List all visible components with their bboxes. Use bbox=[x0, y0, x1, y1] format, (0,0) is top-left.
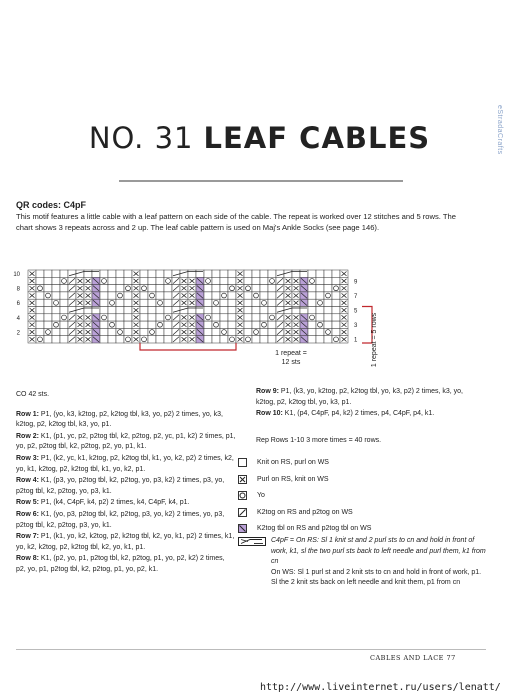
chart-cell bbox=[244, 270, 252, 277]
chart-cell bbox=[100, 328, 108, 335]
chart-cell bbox=[204, 270, 212, 277]
chart-cell bbox=[148, 270, 156, 277]
chart-cell bbox=[124, 292, 132, 299]
chart-cell bbox=[252, 321, 260, 328]
cable-rs-text: C4pF = On RS: Sl 1 knit st and 2 purl sts to cn and hold in front of work, k1, sl the two purl sts back to left needle and purl them, k1 from cn bbox=[271, 537, 486, 566]
row-instruction bbox=[256, 387, 481, 408]
row-label: Row 6: bbox=[16, 510, 39, 518]
chart-cell bbox=[84, 270, 92, 277]
chart-cell bbox=[212, 328, 220, 335]
chart-cell bbox=[244, 299, 252, 306]
row-instruction bbox=[16, 554, 236, 575]
chart-cell bbox=[124, 299, 132, 306]
repeat-note: Rep Rows 1-10 3 more times = 40 rows. bbox=[256, 436, 382, 444]
chart-cell bbox=[204, 321, 212, 328]
row-label: Row 1: bbox=[16, 410, 39, 418]
row-text: K1, (yo, p3, p2tog tbl, k2, p2tog, p3, yo, k2) 2 times, yo, p3, p2tog tbl, k2, p2tog, p3, yo, k1. bbox=[16, 510, 225, 529]
chart-cell bbox=[308, 336, 316, 343]
legend-text: Yo bbox=[257, 492, 265, 499]
chart-cell bbox=[268, 307, 276, 314]
legend-text: K2tog tbl on RS and p2tog tbl on WS bbox=[257, 525, 372, 532]
chart-cell bbox=[260, 270, 268, 277]
k2tog-tbl-icon bbox=[238, 524, 247, 533]
chart-cell bbox=[108, 277, 116, 284]
chart-cell bbox=[332, 328, 340, 335]
row-text: K1, (p3, yo, p2tog tbl, k2, p2tog, yo, p3, k2) 2 times, p3, yo, p2tog tbl, k2, p2tog, yo, p3, k1. bbox=[16, 477, 225, 495]
chart-cell bbox=[52, 277, 60, 284]
row-instruction bbox=[16, 498, 236, 509]
chart-cell bbox=[124, 321, 132, 328]
rows-right-list bbox=[256, 387, 481, 420]
chart-cell bbox=[252, 277, 260, 284]
chart-cell bbox=[276, 270, 284, 277]
chart-cell bbox=[228, 328, 236, 335]
chart-cell bbox=[124, 270, 132, 277]
row-labels-right bbox=[354, 279, 358, 343]
chart-cell bbox=[140, 321, 148, 328]
chart-cell bbox=[228, 321, 236, 328]
row-text: K1, (p2, yo, p1, p2tog tbl, k2, p2tog, p1, yo, p2, k2) 2 times, p2, yo, p1, p2tog tbl, k2, p2tog, p1, yo, p2, k1. bbox=[16, 555, 225, 573]
instructions-right-column bbox=[256, 387, 481, 447]
chart-cell bbox=[252, 285, 260, 292]
chart-cell bbox=[116, 270, 124, 277]
knitting-chart bbox=[8, 264, 408, 376]
chart-cell bbox=[164, 336, 172, 343]
row-label: Row 4: bbox=[16, 477, 39, 485]
stitch-repeat-bracket bbox=[140, 343, 236, 350]
row-label: Row 2: bbox=[16, 432, 39, 440]
knit-symbol-icon bbox=[238, 458, 247, 467]
chart-cell bbox=[212, 336, 220, 343]
chart-cell bbox=[204, 307, 212, 314]
footer-divider bbox=[16, 649, 486, 650]
chart-cell bbox=[268, 292, 276, 299]
legend-item bbox=[238, 508, 488, 525]
chart-grid bbox=[28, 270, 348, 343]
row-number-left: 4 bbox=[16, 315, 20, 322]
legend-text: Purl on RS, knit on WS bbox=[257, 475, 329, 483]
chart-cell bbox=[212, 314, 220, 321]
chart-cell bbox=[316, 336, 324, 343]
row-number-left: 6 bbox=[16, 301, 20, 308]
chart-cell bbox=[44, 299, 52, 306]
chart-cell bbox=[316, 328, 324, 335]
chart-cell bbox=[148, 285, 156, 292]
chart-cell bbox=[228, 277, 236, 284]
chart-cell bbox=[60, 285, 68, 292]
chart-cell bbox=[300, 307, 308, 314]
chart-cell bbox=[140, 299, 148, 306]
chart-cell bbox=[92, 307, 100, 314]
chart-cell bbox=[220, 299, 228, 306]
chart-cell bbox=[188, 307, 196, 314]
chart-cell bbox=[204, 285, 212, 292]
chart-cell bbox=[100, 270, 108, 277]
repeat-rows-label: 1 repeat = 5 rows bbox=[371, 312, 378, 368]
chart-cell bbox=[220, 270, 228, 277]
chart-cell bbox=[52, 285, 60, 292]
repeat-sts-label-2: 12 sts bbox=[281, 359, 301, 366]
chart-cell bbox=[212, 307, 220, 314]
row-number-right: 3 bbox=[354, 323, 358, 330]
chart-cell bbox=[100, 336, 108, 343]
chart-cell bbox=[116, 321, 124, 328]
chart-cell bbox=[220, 277, 228, 284]
chart-cell bbox=[308, 328, 316, 335]
chart-cell bbox=[204, 336, 212, 343]
chart-cell bbox=[300, 270, 308, 277]
chart-cell bbox=[44, 321, 52, 328]
legend-item bbox=[238, 475, 488, 492]
chart-cell bbox=[332, 277, 340, 284]
chart-cell bbox=[252, 270, 260, 277]
chart-cell bbox=[116, 307, 124, 314]
chart-cell bbox=[316, 270, 324, 277]
chart-cell bbox=[36, 321, 44, 328]
qr-codes-heading: QR codes: C4pF bbox=[16, 200, 87, 210]
chart-cell bbox=[156, 270, 164, 277]
chart-cell bbox=[324, 314, 332, 321]
chart-cell bbox=[116, 299, 124, 306]
chart-cell bbox=[52, 328, 60, 335]
chart-cell bbox=[212, 285, 220, 292]
chart-cell bbox=[228, 307, 236, 314]
chart-cell bbox=[100, 285, 108, 292]
chart-cell bbox=[220, 314, 228, 321]
chart-cell bbox=[156, 285, 164, 292]
row-number-right: 1 bbox=[354, 337, 358, 344]
row-instruction bbox=[16, 510, 236, 531]
chart-cell bbox=[44, 285, 52, 292]
chart-cell bbox=[60, 336, 68, 343]
chart-cell bbox=[84, 307, 92, 314]
chart-cell bbox=[36, 299, 44, 306]
chart-cell bbox=[308, 321, 316, 328]
chart-cell bbox=[148, 336, 156, 343]
chart-cell bbox=[204, 328, 212, 335]
row-label: Row 10: bbox=[256, 410, 283, 418]
row-label: Row 3: bbox=[16, 454, 39, 462]
legend-item bbox=[238, 458, 488, 475]
chart-cell bbox=[124, 328, 132, 335]
chart-cell bbox=[100, 299, 108, 306]
legend-item bbox=[238, 491, 488, 508]
chart-cell bbox=[324, 270, 332, 277]
chart-cell bbox=[148, 277, 156, 284]
chart-cell bbox=[156, 336, 164, 343]
chart-cell bbox=[52, 292, 60, 299]
chart-legend bbox=[238, 458, 488, 541]
chart-cell bbox=[228, 270, 236, 277]
chart-cell bbox=[196, 270, 204, 277]
chart-cell bbox=[164, 307, 172, 314]
row-text: P1, (k4, C4pF, k4, p2) 2 times, k4, C4pF, k4, p1. bbox=[38, 499, 190, 507]
row-instruction bbox=[16, 410, 236, 431]
yarn-over-icon bbox=[238, 491, 247, 500]
chart-cell bbox=[36, 270, 44, 277]
chart-cell bbox=[260, 336, 268, 343]
chart-cell bbox=[60, 299, 68, 306]
repeat-sts-label-1: 1 repeat = bbox=[275, 350, 307, 357]
chart-cell bbox=[260, 314, 268, 321]
chart-cell bbox=[116, 336, 124, 343]
row-number-right: 5 bbox=[354, 308, 358, 315]
chart-cell bbox=[212, 270, 220, 277]
chart-cell bbox=[60, 270, 68, 277]
chart-cell bbox=[260, 277, 268, 284]
chart-cell bbox=[156, 292, 164, 299]
chart-cell bbox=[204, 299, 212, 306]
chart-cell bbox=[220, 321, 228, 328]
chart-cell bbox=[36, 307, 44, 314]
row-text: P1, (yo, k3, k2tog, p2, k2tog tbl, k3, yo, p2) 2 times, yo, k3, k2tog, p2, k2tog tbl, k3, yo, p1. bbox=[16, 410, 223, 429]
row-number-right: 9 bbox=[354, 279, 358, 286]
chart-cell bbox=[324, 321, 332, 328]
chart-cell bbox=[164, 292, 172, 299]
chart-cell bbox=[164, 285, 172, 292]
chart-cell bbox=[228, 314, 236, 321]
chart-cell bbox=[108, 307, 116, 314]
chart-cell bbox=[148, 299, 156, 306]
chart-cell bbox=[332, 270, 340, 277]
chart-cell bbox=[52, 270, 60, 277]
row-text: P1, (k1, yo, k2, k2tog, p2, k2tog tbl, k2, yo, k1, p2) 2 times, k1, yo, k2, k2tog, p2, k2tog tbl, k2, yo, k1, p1. bbox=[16, 533, 235, 551]
chart-cell bbox=[244, 292, 252, 299]
row-instruction bbox=[16, 532, 236, 553]
chart-cell bbox=[260, 285, 268, 292]
chart-cell bbox=[140, 314, 148, 321]
row-labels-left bbox=[13, 272, 20, 336]
chart-cell bbox=[308, 307, 316, 314]
chart-cell bbox=[60, 321, 68, 328]
chart-cell bbox=[268, 336, 276, 343]
chart-cell bbox=[268, 285, 276, 292]
chart-cell bbox=[332, 307, 340, 314]
chart-cell bbox=[244, 307, 252, 314]
chart-cell bbox=[292, 270, 300, 277]
chart-cell bbox=[332, 292, 340, 299]
chart-cell bbox=[316, 307, 324, 314]
row-number-right: 7 bbox=[354, 293, 358, 300]
chart-cell bbox=[156, 277, 164, 284]
chart-cell bbox=[252, 314, 260, 321]
chart-cell bbox=[308, 292, 316, 299]
chart-cell bbox=[308, 270, 316, 277]
legend-text: Knit on RS, purl on WS bbox=[257, 459, 329, 466]
chart-cell bbox=[36, 277, 44, 284]
chart-cell bbox=[164, 270, 172, 277]
chart-cell bbox=[276, 307, 284, 314]
chart-cell bbox=[228, 292, 236, 299]
chart-cell bbox=[148, 321, 156, 328]
chart-cell bbox=[244, 328, 252, 335]
rows-left-list bbox=[16, 410, 236, 576]
chart-cell bbox=[68, 307, 76, 314]
title-divider bbox=[119, 180, 403, 182]
chart-cell bbox=[164, 328, 172, 335]
chart-cell bbox=[316, 285, 324, 292]
chart-cell bbox=[164, 299, 172, 306]
chart-cell bbox=[140, 292, 148, 299]
row-label: Row 5: bbox=[16, 499, 39, 507]
chart-cell bbox=[244, 277, 252, 284]
cable-c4pf-icon bbox=[238, 537, 266, 546]
chart-cell bbox=[332, 299, 340, 306]
chart-cell bbox=[52, 307, 60, 314]
chart-cell bbox=[324, 285, 332, 292]
chart-cell bbox=[324, 336, 332, 343]
chart-cell bbox=[44, 336, 52, 343]
side-watermark: eStradaCrafts bbox=[496, 105, 503, 155]
chart-cell bbox=[324, 299, 332, 306]
chart-cell bbox=[52, 336, 60, 343]
chart-cell bbox=[156, 328, 164, 335]
chart-cell bbox=[252, 307, 260, 314]
row-label: Row 7: bbox=[16, 533, 39, 541]
chart-cell bbox=[260, 292, 268, 299]
chart-cell bbox=[44, 307, 52, 314]
chart-cell bbox=[308, 285, 316, 292]
chart-cell bbox=[228, 299, 236, 306]
page-footer: CABLES AND LACE 77 bbox=[370, 654, 456, 662]
chart-cell bbox=[260, 328, 268, 335]
pattern-name: LEAF CABLES bbox=[203, 121, 431, 155]
row-instruction bbox=[256, 409, 481, 420]
chart-cell bbox=[44, 314, 52, 321]
row-label: Row 8: bbox=[16, 555, 39, 563]
chart-cell bbox=[124, 314, 132, 321]
chart-cell bbox=[60, 328, 68, 335]
chart-cell bbox=[164, 321, 172, 328]
row-instruction bbox=[16, 432, 236, 453]
chart-cell bbox=[36, 292, 44, 299]
chart-cell bbox=[244, 321, 252, 328]
chart-cell bbox=[308, 299, 316, 306]
instructions-left-column bbox=[16, 390, 236, 577]
chart-cell bbox=[316, 292, 324, 299]
chart-cell bbox=[108, 314, 116, 321]
chart-cell bbox=[188, 270, 196, 277]
row-text: P1, (k3, yo, k2tog, p2, k2tog tbl, yo, k3, p2) 2 times, k3, yo, k2tog, p2, k2tog tbl, yo, k3, p1. bbox=[256, 388, 463, 406]
chart-cell bbox=[100, 321, 108, 328]
chart-cell bbox=[44, 270, 52, 277]
chart-cell bbox=[324, 307, 332, 314]
row-text: K1, (p4, C4pF, p4, k2) 2 times, p4, C4pF, p4, k1. bbox=[282, 410, 435, 418]
chart-cell bbox=[156, 314, 164, 321]
chart-cell bbox=[268, 328, 276, 335]
row-label: Row 9: bbox=[256, 388, 279, 395]
chart-cell bbox=[36, 328, 44, 335]
chart-cell bbox=[220, 285, 228, 292]
chart-cell bbox=[108, 292, 116, 299]
chart-cell bbox=[204, 292, 212, 299]
intro-text: This motif features a little cable with a leaf pattern on each side of the cable. The repeat is worked over 12 stitches and 5 rows. The chart shows 3 repeats across and 2 up. The leaf cable pattern is used on Maj's Ankle Socks (see page 146). bbox=[16, 212, 456, 233]
chart-cell bbox=[148, 307, 156, 314]
chart-cell bbox=[220, 307, 228, 314]
chart-cell bbox=[44, 277, 52, 284]
chart-cell bbox=[140, 277, 148, 284]
row-instruction bbox=[16, 476, 236, 497]
chart-cell bbox=[252, 336, 260, 343]
chart-cell bbox=[332, 321, 340, 328]
chart-cell bbox=[108, 328, 116, 335]
chart-cell bbox=[92, 270, 100, 277]
chart-cell bbox=[268, 321, 276, 328]
page-title bbox=[0, 121, 519, 155]
chart-cell bbox=[140, 270, 148, 277]
chart-cell bbox=[252, 299, 260, 306]
k2tog-icon bbox=[238, 508, 247, 517]
cast-on-text: CO 42 sts. bbox=[16, 391, 50, 398]
chart-cell bbox=[172, 307, 180, 314]
chart-cell bbox=[116, 277, 124, 284]
chart-cell bbox=[220, 336, 228, 343]
chart-cell bbox=[140, 328, 148, 335]
row-instruction bbox=[16, 454, 236, 475]
chart-cell bbox=[212, 277, 220, 284]
chart-cell bbox=[108, 336, 116, 343]
chart-cell bbox=[52, 314, 60, 321]
chart-cell bbox=[100, 307, 108, 314]
source-url[interactable]: http://www.liveinternet.ru/users/lenatt/ bbox=[260, 682, 501, 693]
chart-cell bbox=[36, 314, 44, 321]
chart-cell bbox=[268, 270, 276, 277]
chart-cell bbox=[100, 292, 108, 299]
chart-cell bbox=[68, 270, 76, 277]
chart-cell bbox=[292, 307, 300, 314]
chart-cell bbox=[244, 314, 252, 321]
chart-cell bbox=[116, 314, 124, 321]
pattern-number: NO. 31 bbox=[88, 121, 194, 155]
chart-cell bbox=[108, 270, 116, 277]
chart-cell bbox=[172, 270, 180, 277]
cable-ws-text: On WS: Sl 1 purl st and 2 knit sts to cn and hold in front of work, p1. Sl the 2 knit sts back on left needle and knit them, p1 from cn bbox=[271, 568, 482, 587]
row-text: K1, (p1, yc, p2, p2tog tbl, k2, p2tog, p2, yc, p1, k2) 2 times, p1, yo, p2, p2tog tbl, k2, p2tog, p2, yo, p1, k1. bbox=[16, 432, 236, 451]
chart-cell bbox=[316, 314, 324, 321]
chart-cell bbox=[324, 277, 332, 284]
purl-symbol-icon bbox=[238, 475, 247, 484]
legend-text: K2tog on RS and p2tog on WS bbox=[257, 508, 353, 516]
chart-cell bbox=[140, 307, 148, 314]
chart-cell bbox=[316, 277, 324, 284]
chart-cell bbox=[260, 307, 268, 314]
chart-cell bbox=[332, 314, 340, 321]
chart-cell bbox=[60, 307, 68, 314]
chart-cell bbox=[156, 307, 164, 314]
chart-cell bbox=[196, 307, 204, 314]
chart-cell bbox=[124, 307, 132, 314]
chart-cell bbox=[148, 314, 156, 321]
row-number-left: 10 bbox=[13, 272, 20, 278]
chart-cell bbox=[124, 277, 132, 284]
row-text: P1, (k2, yc, k1, k2tog, p2, k2tog tbl, k1, yo, k2, p2) 2 times, k2, yo, k1, k2tog, p2, k2tog tbl, k1, yo, k2, p1. bbox=[16, 454, 234, 473]
chart-cell bbox=[268, 299, 276, 306]
chart-cell bbox=[60, 292, 68, 299]
chart-cell bbox=[212, 292, 220, 299]
chart-cell bbox=[116, 285, 124, 292]
cable-legend-text bbox=[271, 536, 489, 589]
chart-cell bbox=[108, 285, 116, 292]
row-number-left: 8 bbox=[16, 286, 20, 293]
row-number-left: 2 bbox=[16, 330, 20, 337]
